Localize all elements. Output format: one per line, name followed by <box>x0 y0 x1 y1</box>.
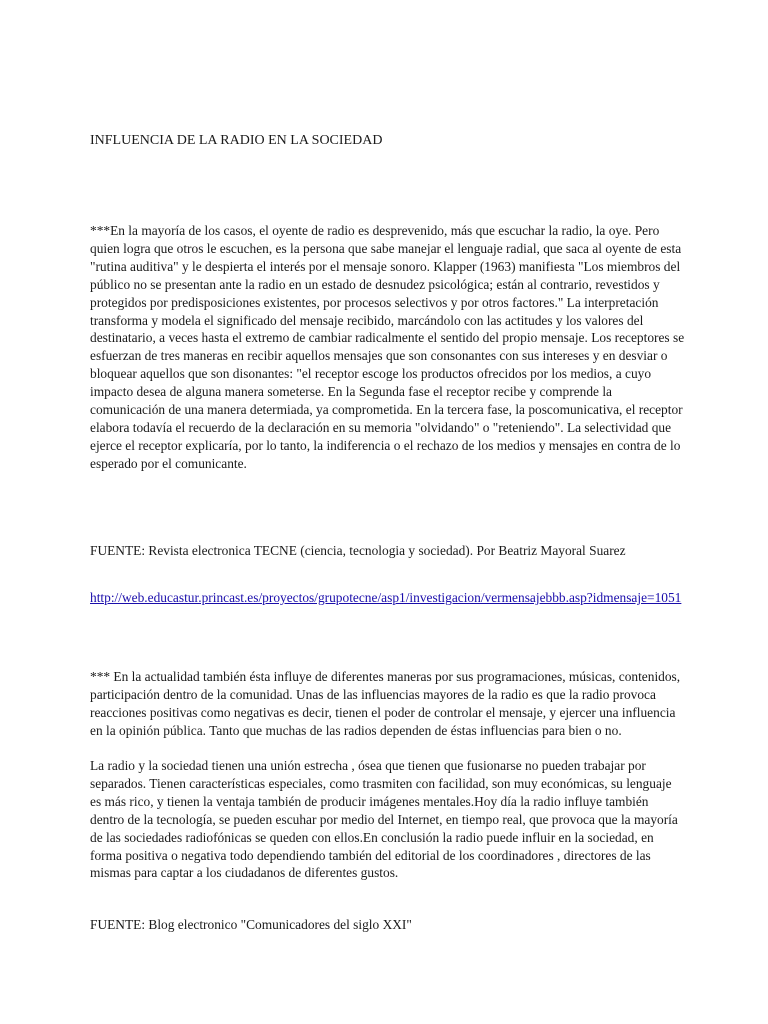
paragraph-radio-sociedad: La radio y la sociedad tienen una unión estrecha , ósea que tienen que fusionarse no pueden trabajar por separados. Tienen características especiales, como trasmiten con facilidad, son muy económicas, su lenguaje es más rico, y tienen la ventaja también de producir imágenes mentales.Hoy día la radio influye también dentro de la tecnología, se pueden escuhar por medio del Internet, en tiempo real, que provoca que la mayoría de las sociedades radiofónicas se queden con ellos.En conclusión la radio puede influir en la sociedad, en forma positiva o negativa todo dependiendo también del editorial de los coordinadores , directores de las mismas para captar a los ciudadanos de diferentes gustos. <box>90 758 678 881</box>
source-citation-blog: FUENTE: Blog electronico "Comunicadores del siglo XXI" <box>90 917 412 932</box>
paragraph-klapper: ***En la mayoría de los casos, el oyente de radio es desprevenido, más que escuchar la radio, la oye. Pero quien logra que otros le escuchen, es la persona que sabe manejar el lenguaje radial, que saca al oyente de esta "rutina auditiva" y le despierta el interés por el mensaje sonoro. Klapper (1963) manifiesta "Los miembros del público no se presentan ante la radio en un estado de desnudez psicológica; están al contrario, revestidos y protegidos por predisposiciones existentes, por procesos selectivos y por otros factores." La interpretación transforma y modela el significado del mensaje recibido, marcándolo con las actitudes y los valores del destinatario, a veces hasta el extremo de cambiar radicalmente el sentido del propio mensaje. Los receptores se esfuerzan de tres maneras en recibir aquellos mensajes que son consonantes con sus intereses y en desviar o bloquear aquellos que son disonantes: "el receptor escoge los productos ofrecidos por los medios, a cuyo impacto desea de alguna manera someterse. En la Segunda fase el receptor recibe y comprende la comunicación de una manera determiada, ya comprometida. En la tercera fase, la poscomunicativa, el receptor elabora todavía el recuerdo de la declaración en su memoria "olvidando" o "reteniendo". La selectividad que ejerce el receptor explicaría, por lo tanto, la indiferencia o el rechazo de los medios y mensajes en contra de lo esperado por el comunicante. <box>90 223 685 471</box>
source-link-paragraph <box>90 589 686 607</box>
source-citation-tecne: FUENTE: Revista electronica TECNE (ciencia, tecnologia y sociedad). Por Beatriz Mayoral Suarez <box>90 543 626 558</box>
document-title: INFLUENCIA DE LA RADIO EN LA SOCIEDAD <box>90 133 383 148</box>
paragraph-actualidad: *** En la actualidad también ésta influye de diferentes maneras por sus programaciones, músicas, contenidos, participación dentro de la comunidad. Unas de las influencias mayores de la radio es que la radio provoca reacciones positivas como negativas es decir, tienen el poder de controlar el mensaje, y ejercer una influencia en la opinión pública. Tanto que muchas de las radios dependen de éstas influencias para bien o no. <box>90 669 681 738</box>
source-link[interactable]: http://web.educastur.princast.es/proyectos/grupotecne/asp1/investigacion/vermensajebbb.asp?idmensaje=1051 <box>90 590 682 605</box>
